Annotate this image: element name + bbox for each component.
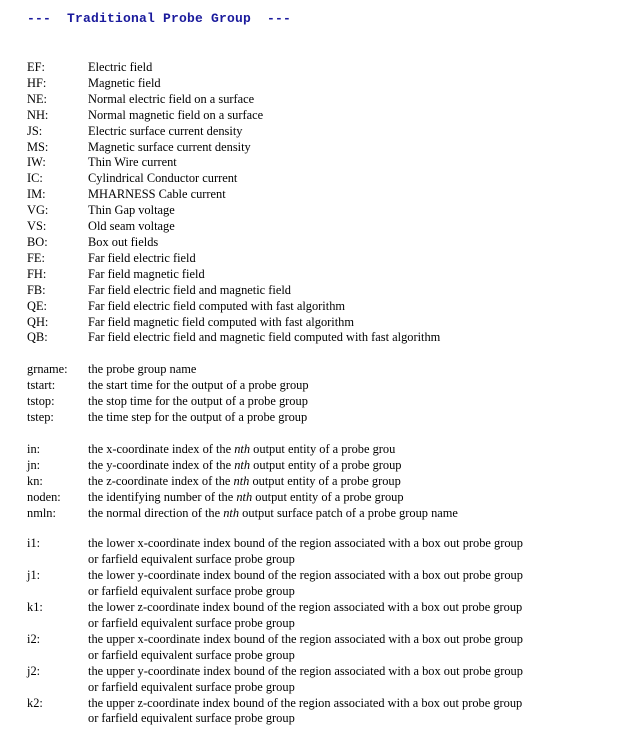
- description-line: the time step for the output of a probe group: [88, 410, 308, 425]
- definition-row: [27, 155, 627, 171]
- description-line: Electric surface current density: [88, 123, 243, 138]
- description-line: Far field electric field and magnetic field computed with fast algorithm: [88, 330, 441, 345]
- definition-term: VG:: [27, 203, 49, 218]
- definition-term: QH:: [27, 314, 49, 329]
- definition-row: [27, 124, 627, 140]
- description-text: the z-coordinate index of the: [88, 473, 234, 488]
- definition-row: [27, 362, 627, 378]
- definition-term: VS:: [27, 219, 47, 234]
- definition-list: [27, 60, 627, 727]
- description-line: Box out fields: [88, 234, 159, 249]
- definition-description: [88, 171, 627, 187]
- definition-description: [88, 251, 627, 267]
- definition-group: [27, 60, 627, 346]
- definition-description: [88, 203, 627, 219]
- definition-term: noden:: [27, 489, 61, 504]
- definition-description: [88, 394, 627, 410]
- definition-row: [27, 394, 627, 410]
- description-line: or farfield equivalent surface probe group: [88, 616, 295, 630]
- definition-group: [27, 362, 627, 426]
- definition-row: [27, 187, 627, 203]
- description-line: Far field electric field: [88, 250, 196, 265]
- definition-term: jn:: [27, 457, 41, 472]
- definition-description: [88, 299, 627, 315]
- description-line: or farfield equivalent surface probe group: [88, 552, 295, 567]
- definition-term: NE:: [27, 91, 47, 106]
- description-line: the upper y-coordinate index bound of the region associated with a box out probe group: [88, 663, 523, 678]
- description-line: Electric field: [88, 60, 153, 74]
- definition-description: [88, 124, 627, 140]
- description-line: or farfield equivalent surface probe group: [88, 584, 295, 599]
- definition-row: [27, 171, 627, 187]
- definition-term: NH:: [27, 107, 49, 122]
- definition-term: HF:: [27, 75, 47, 90]
- definition-row: [27, 696, 627, 728]
- section-heading: --- Traditional Probe Group ---: [27, 11, 292, 26]
- definition-row: [27, 267, 627, 283]
- definition-row: [27, 315, 627, 331]
- definition-row: [27, 76, 627, 92]
- definition-row: [27, 330, 627, 346]
- definition-term: EF:: [27, 60, 45, 74]
- definition-row: [27, 140, 627, 156]
- description-line: the lower y-coordinate index bound of the region associated with a box out probe group: [88, 568, 523, 583]
- description-line: Far field electric field and magnetic field: [88, 282, 291, 297]
- description-line: or farfield equivalent surface probe group: [88, 679, 295, 694]
- description-text: output entity of a probe group: [249, 473, 401, 488]
- definition-description: [88, 76, 627, 92]
- definition-description: [88, 155, 627, 171]
- definition-description: [88, 235, 627, 251]
- definition-description: [88, 219, 627, 235]
- definition-term: IM:: [27, 187, 46, 202]
- group-spacer: [27, 521, 627, 536]
- definition-description: [88, 92, 627, 108]
- description-emphasis: nth: [236, 489, 253, 504]
- definition-term: nmln:: [27, 505, 56, 520]
- definition-description: [88, 506, 627, 522]
- description-line: the upper z-coordinate index bound of the region associated with a box out probe group: [88, 695, 523, 710]
- definition-description: [88, 458, 627, 474]
- description-text: output entity of a probe group: [250, 457, 402, 472]
- definition-term: j2:: [27, 663, 41, 678]
- definition-row: [27, 442, 627, 458]
- definition-row: [27, 108, 627, 124]
- definition-description: [88, 267, 627, 283]
- description-line: MHARNESS Cable current: [88, 187, 226, 202]
- definition-row: [27, 219, 627, 235]
- definition-row: [27, 474, 627, 490]
- definition-term: i2:: [27, 631, 41, 646]
- definition-row: [27, 600, 627, 632]
- description-line: Magnetic field: [88, 75, 161, 90]
- description-line: Cylindrical Conductor current: [88, 171, 238, 186]
- definition-description: [88, 330, 627, 346]
- description-text: the y-coordinate index of the: [88, 457, 235, 472]
- description-line: the lower x-coordinate index bound of the region associated with a box out probe group: [88, 536, 523, 551]
- definition-description: [88, 283, 627, 299]
- description-line: Old seam voltage: [88, 219, 175, 234]
- definition-description: [88, 315, 627, 331]
- definition-row: [27, 60, 627, 76]
- definition-term: FB:: [27, 282, 46, 297]
- definition-group: [27, 536, 627, 727]
- definition-description: [88, 108, 627, 124]
- definition-row: [27, 490, 627, 506]
- definition-term: FE:: [27, 250, 45, 265]
- description-line: or farfield equivalent surface probe group: [88, 647, 295, 662]
- definition-term: QE:: [27, 298, 47, 313]
- description-line: Thin Wire current: [88, 155, 177, 170]
- description-line: Far field magnetic field: [88, 266, 205, 281]
- definition-term: IW:: [27, 155, 46, 170]
- description-line: the upper x-coordinate index bound of the region associated with a box out probe group: [88, 631, 523, 646]
- definition-term: MS:: [27, 139, 49, 154]
- description-text: the normal direction of the: [88, 505, 224, 520]
- description-line: the lower z-coordinate index bound of the region associated with a box out probe group: [88, 600, 523, 615]
- definition-row: [27, 536, 627, 568]
- definition-row: [27, 251, 627, 267]
- description-line: Far field electric field computed with fast algorithm: [88, 298, 346, 313]
- definition-description: [88, 140, 627, 156]
- definition-row: [27, 410, 627, 426]
- definition-term: BO:: [27, 234, 48, 249]
- definition-description: [88, 696, 627, 728]
- definition-term: i1:: [27, 536, 41, 551]
- definition-term: kn:: [27, 473, 43, 488]
- definition-term: k2:: [27, 695, 43, 710]
- definition-row: [27, 299, 627, 315]
- definition-description: [88, 362, 627, 378]
- definition-description: [88, 664, 627, 696]
- description-line: Magnetic surface current density: [88, 139, 251, 154]
- definition-term: tstep:: [27, 410, 54, 425]
- definition-description: [88, 442, 627, 458]
- definition-row: [27, 568, 627, 600]
- definition-row: [27, 203, 627, 219]
- definition-row: [27, 664, 627, 696]
- definition-row: [27, 506, 627, 522]
- definition-description: [88, 568, 627, 600]
- description-line: Normal electric field on a surface: [88, 91, 255, 106]
- definition-term: tstart:: [27, 378, 56, 393]
- definition-description: [88, 60, 627, 76]
- definition-description: [88, 410, 627, 426]
- description-line: the stop time for the output of a probe group: [88, 394, 308, 409]
- definition-row: [27, 92, 627, 108]
- definition-row: [27, 235, 627, 251]
- definition-term: j1:: [27, 568, 41, 583]
- description-text: output entity of a probe group: [252, 489, 404, 504]
- definition-description: [88, 600, 627, 632]
- description-line: Far field magnetic field computed with fast algorithm: [88, 314, 354, 329]
- description-text: the identifying number of the: [88, 489, 237, 504]
- definition-term: JS:: [27, 123, 43, 138]
- description-line: the start time for the output of a probe group: [88, 378, 309, 393]
- description-emphasis: nth: [234, 441, 251, 456]
- definition-term: QB:: [27, 330, 48, 345]
- description-text: the x-coordinate index of the: [88, 441, 235, 456]
- definition-term: tstop:: [27, 394, 55, 409]
- definition-description: [88, 490, 627, 506]
- definition-description: [88, 474, 627, 490]
- description-line: the probe group name: [88, 362, 197, 377]
- description-text: output entity of a probe grou: [250, 441, 396, 456]
- group-spacer: [27, 346, 627, 362]
- definition-term: in:: [27, 441, 41, 456]
- definition-group: [27, 442, 627, 522]
- description-emphasis: nth: [234, 457, 251, 472]
- definition-term: IC:: [27, 171, 43, 186]
- description-text: output surface patch of a probe group name: [239, 505, 458, 520]
- description-line: or farfield equivalent surface probe group: [88, 711, 295, 726]
- definition-row: [27, 458, 627, 474]
- description-emphasis: nth: [233, 473, 250, 488]
- description-line: Normal magnetic field on a surface: [88, 107, 264, 122]
- definition-term: FH:: [27, 266, 47, 281]
- definition-term: k1:: [27, 600, 43, 615]
- definition-description: [88, 378, 627, 394]
- description-emphasis: nth: [223, 505, 240, 520]
- definition-row: [27, 378, 627, 394]
- definition-row: [27, 283, 627, 299]
- description-line: Thin Gap voltage: [88, 203, 175, 218]
- group-spacer: [27, 426, 627, 442]
- definition-description: [88, 536, 627, 568]
- definition-row: [27, 632, 627, 664]
- definition-term: grname:: [27, 362, 68, 377]
- definition-description: [88, 632, 627, 664]
- definition-description: [88, 187, 627, 203]
